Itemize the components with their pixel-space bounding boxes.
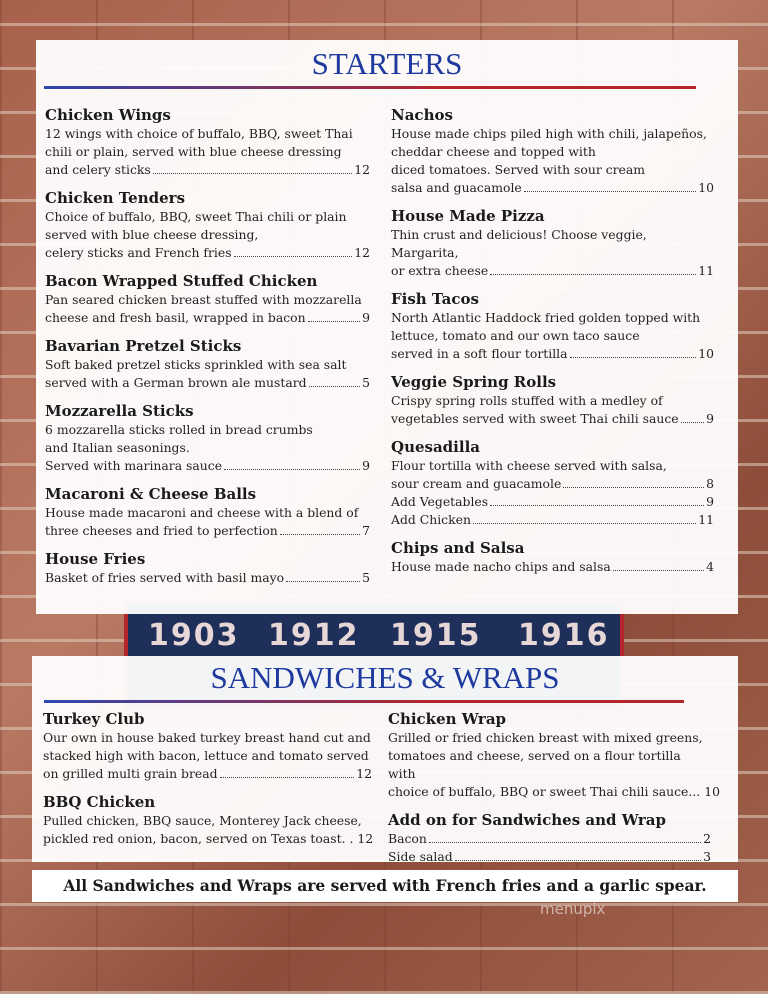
dot-leader [234, 244, 353, 257]
menu-item-name: Nachos [391, 106, 453, 124]
menu-item-description: House made chips piled high with chili, jalapeños, [391, 126, 707, 141]
menu-item-price: 5 [362, 375, 370, 390]
menu-item [45, 485, 370, 540]
menu-item-price-text: vegetables served with sweet Thai chili sauce [391, 411, 679, 426]
menu-item-name: Chicken Wings [45, 106, 171, 124]
menu-item-description: Crispy spring rolls stuffed with a medley of [391, 393, 663, 408]
dot-leader [309, 374, 361, 387]
dot-leader [563, 475, 704, 488]
dot-leader [286, 569, 360, 582]
dot-leader [429, 830, 701, 843]
dot-leader [490, 262, 696, 275]
menu-item-price: 10 [698, 180, 714, 195]
dot-leader [490, 493, 704, 506]
menu-item-price-line [45, 457, 370, 475]
menu-item-name: House Fries [45, 550, 146, 568]
menu-item [388, 710, 720, 801]
sandwiches-right-column [388, 710, 720, 876]
menu-item-price: 12 [356, 766, 372, 781]
menu-item-description: chili or plain, served with blue cheese dressing [45, 144, 342, 159]
starters-panel [36, 40, 738, 614]
menu-item [391, 373, 714, 428]
menu-item-price: 9 [362, 310, 370, 325]
menu-item-price: 8 [706, 476, 714, 491]
menu-item [391, 539, 714, 576]
menu-item-description: Pan seared chicken breast stuffed with mozzarella [45, 292, 362, 307]
watermark: menupix [540, 900, 606, 918]
menu-item-description: cheddar cheese and topped with [391, 144, 596, 159]
sandwiches-divider [44, 700, 684, 703]
menu-item-price-line [45, 244, 370, 262]
menu-item-name: Add on for Sandwiches and Wrap [388, 811, 666, 829]
menu-item-description: Soft baked pretzel sticks sprinkled with sea salt [45, 357, 347, 372]
menu-item-price-line [45, 374, 370, 392]
menu-item [45, 106, 370, 179]
menu-item-name: Macaroni & Cheese Balls [45, 485, 257, 503]
menu-item-price-text: Served with marinara sauce [45, 458, 223, 473]
menu-item [391, 290, 714, 363]
menu-item-price-text: Add Vegetables [391, 494, 489, 509]
menu-item-description: served with blue cheese dressing, [45, 227, 259, 242]
menu-item [388, 811, 711, 848]
menu-item-name: Chicken Tenders [45, 189, 186, 207]
menu-item [391, 493, 714, 511]
menu-item [45, 272, 370, 327]
menu-item-price: 5 [362, 570, 370, 585]
menu-item-price-line [388, 848, 711, 866]
dot-leader [224, 457, 360, 470]
menu-item-name: Bavarian Pretzel Sticks [45, 337, 242, 355]
menu-item-description: and Italian seasonings. [45, 440, 190, 455]
menu-item-price: 2 [703, 831, 711, 846]
menu-item-price: 11 [698, 263, 714, 278]
menu-item-description: Grilled or fried chicken breast with mixed greens, [388, 730, 703, 745]
sandwiches-panel [32, 656, 738, 862]
menu-item-description: lettuce, tomato and our own taco sauce [391, 328, 640, 343]
menu-item [45, 402, 370, 475]
menu-item-price: 9 [706, 494, 714, 509]
menu-item-price-text: or extra cheese [391, 263, 489, 278]
menu-item-price-line [45, 309, 370, 327]
menu-item-name: Veggie Spring Rolls [391, 373, 557, 391]
menu-item [43, 710, 372, 783]
menu-item-name: Mozzarella Sticks [45, 402, 194, 420]
starters-right-column [391, 106, 714, 586]
banner-year: 1915 [390, 618, 482, 653]
menu-item-price-text: pickled red onion, bacon, served on Texas toast. . [43, 831, 354, 846]
menu-item-price: 3 [703, 849, 711, 864]
menu-item-price-text: three cheeses and fried to perfection [45, 523, 278, 538]
menu-item-price-text: celery sticks and French fries [45, 245, 232, 260]
menu-item-price-text: choice of buffalo, BBQ or sweet Thai chili sauce... [388, 784, 701, 799]
menu-item-description: Thin crust and delicious! Choose veggie, Margarita, [391, 227, 647, 260]
menu-item-price: 10 [698, 346, 714, 361]
menu-item-price-line [391, 410, 714, 428]
dot-leader [153, 161, 352, 174]
dot-leader [570, 345, 697, 358]
menu-item-description: Our own in house baked turkey breast hand cut and [43, 730, 371, 745]
menu-item-price: 7 [362, 523, 370, 538]
menu-item [45, 550, 370, 587]
menu-item-name: Chicken Wrap [388, 710, 507, 728]
menu-item-name: Turkey Club [43, 710, 145, 728]
menu-item-name: Bacon Wrapped Stuffed Chicken [45, 272, 318, 290]
dot-leader [473, 511, 696, 524]
menu-item-price-text: House made nacho chips and salsa [391, 559, 611, 574]
menu-item-price: 12 [354, 245, 370, 260]
menu-item-price: 11 [698, 512, 714, 527]
menu-item-price-line [391, 511, 714, 529]
menu-item-price-text: Bacon [388, 831, 427, 846]
menu-item-price-line [391, 493, 714, 511]
menu-item-price-text: served in a soft flour tortilla [391, 346, 568, 361]
starters-divider [44, 86, 696, 89]
menu-item [391, 207, 714, 280]
menu-item-price-text: sour cream and guacamole [391, 476, 562, 491]
menu-item-price: 9 [706, 411, 714, 426]
menu-item-price-line [43, 765, 372, 783]
menu-item-price: 9 [362, 458, 370, 473]
sandwiches-title: SANDWICHES & WRAPS [210, 660, 560, 695]
menu-item-description: stacked high with bacon, lettuce and tomato served [43, 748, 369, 763]
menu-item [45, 189, 370, 262]
menu-item-price-line [391, 558, 714, 576]
menu-item [391, 511, 714, 529]
menu-item-name: House Made Pizza [391, 207, 545, 225]
menu-item-description: North Atlantic Haddock fried golden topped with [391, 310, 701, 325]
menu-item-price-line [45, 161, 370, 179]
menu-item-description: diced tomatoes. Served with sour cream [391, 162, 646, 177]
menu-item [391, 106, 714, 197]
sandwiches-left-column [43, 710, 372, 858]
banner-year: 1912 [268, 618, 360, 653]
menu-item-description: 6 mozzarella sticks rolled in bread crumbs [45, 422, 313, 437]
menu-item-description: House made macaroni and cheese with a blend of [45, 505, 359, 520]
menu-item-price-text: salsa and guacamole [391, 180, 522, 195]
menu-item-description: Flour tortilla with cheese served with salsa, [391, 458, 667, 473]
menu-item-price-text: Side salad [388, 849, 453, 864]
menu-item-price: 12 [357, 831, 374, 846]
menu-item-description: tomatoes and cheese, served on a flour tortilla with [388, 748, 681, 781]
dot-leader [280, 522, 360, 535]
menu-item [388, 848, 711, 866]
menu-item-price-text: Add Chicken [391, 512, 471, 527]
menu-item-price-text: Basket of fries served with basil mayo [45, 570, 285, 585]
menu-item-price: 12 [354, 162, 370, 177]
menu-item-price-text: and celery sticks [45, 162, 151, 177]
menu-item-name: Chips and Salsa [391, 539, 525, 557]
starters-title: STARTERS [311, 46, 463, 81]
menu-item-description: 12 wings with choice of buffalo, BBQ, sweet Thai [45, 126, 353, 141]
dot-leader [455, 848, 701, 861]
menu-item [391, 438, 714, 493]
menu-item-price-line [43, 830, 372, 848]
menu-item-price-line [45, 569, 370, 587]
banner-year: 1916 [518, 618, 610, 653]
dot-leader [524, 179, 696, 192]
menu-item-price: 4 [706, 559, 714, 574]
menu-item-name: Fish Tacos [391, 290, 479, 308]
dot-leader [220, 765, 355, 778]
menu-item-price-line [388, 830, 711, 848]
menu-item-name: BBQ Chicken [43, 793, 156, 811]
menu-item-price-line [391, 262, 714, 280]
footer-note: All Sandwiches and Wraps are served with French fries and a garlic spear. [32, 870, 738, 902]
menu-item [45, 337, 370, 392]
menu-item-price-text: served with a German brown ale mustard [45, 375, 307, 390]
menu-item-description: Choice of buffalo, BBQ, sweet Thai chili or plain [45, 209, 347, 224]
banner-year: 1903 [148, 618, 240, 653]
menu-item-price-line [45, 522, 370, 540]
menu-item-price-line [388, 783, 720, 801]
dot-leader [613, 558, 704, 571]
menu-item-price: 10 [704, 784, 720, 799]
menu-item-name: Quesadilla [391, 438, 480, 456]
menu-item-price-text: cheese and fresh basil, wrapped in bacon [45, 310, 306, 325]
menu-item-price-line [391, 179, 714, 197]
menu-item-price-line [391, 345, 714, 363]
menu-item-price-text: on grilled multi grain bread [43, 766, 218, 781]
menu-item [43, 793, 372, 848]
menu-item-description: Pulled chicken, BBQ sauce, Monterey Jack cheese, [43, 813, 362, 828]
dot-leader [681, 410, 705, 423]
dot-leader [308, 309, 360, 322]
starters-left-column [45, 106, 370, 597]
menu-item-price-line [391, 475, 714, 493]
